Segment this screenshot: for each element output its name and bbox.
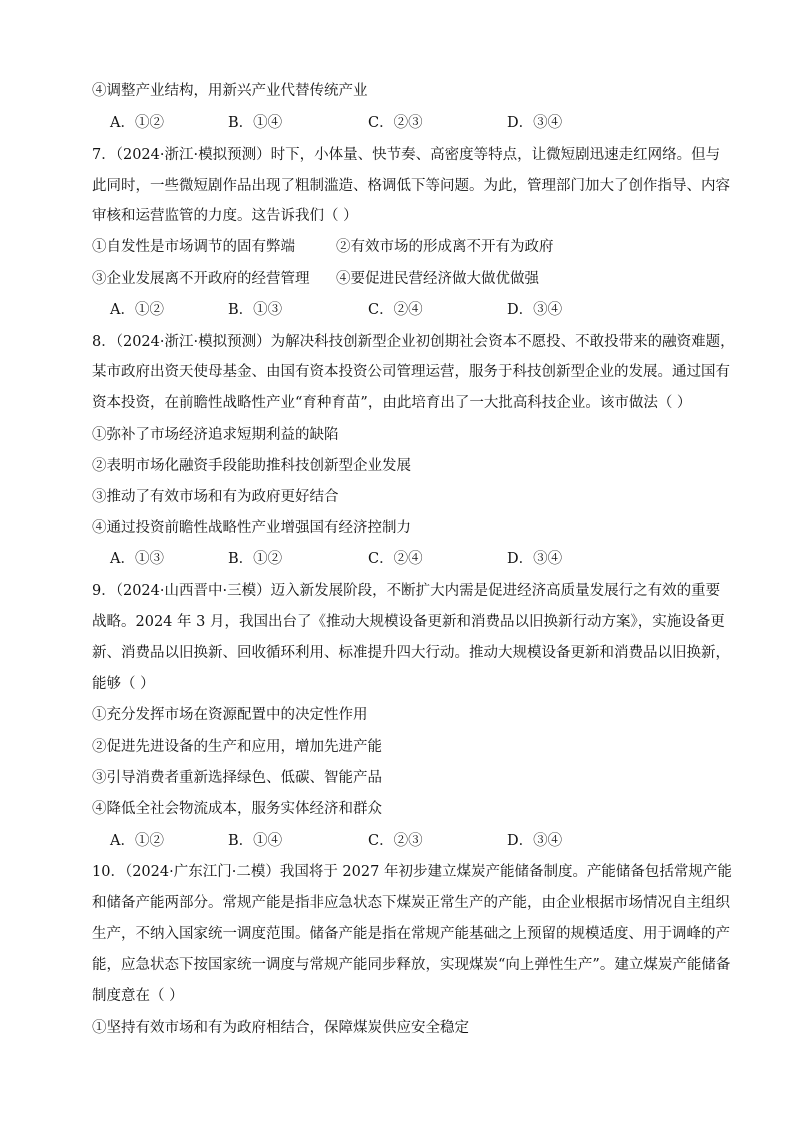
q7-choice-c: C．②④ xyxy=(368,302,423,318)
q8-choice-c: C．②④ xyxy=(368,551,423,567)
prev-choice-c: C．②③ xyxy=(368,115,423,131)
prev-choice-b: B．①④ xyxy=(228,115,283,131)
q10-option-1: ①坚持有效市场和有为政府相结合，保障煤炭供应安全稳定 xyxy=(92,1020,469,1036)
q9-choice-b: B．①④ xyxy=(228,833,283,849)
q7-option-4: ④要促进民营经济做大做优做强 xyxy=(336,271,539,287)
q7-stem-line-1: 7．（2024·浙江·模拟预测）时下，小体量、快节奏、高密度等特点，让微短剧迅速走红网络。但与 xyxy=(92,147,721,163)
q9-stem-line-2: 战略。2024 年 3 月，我国出台了《推动大规模设备更新和消费品以旧换新行动方案》，实施设备更 xyxy=(92,614,725,630)
q10-stem-line-4: 能，应急状态下按国家统一调度与常规产能同步释放，实现煤炭“向上弹性生产”。建立煤炭产能储备 xyxy=(92,957,731,973)
q9-option-1: ①充分发挥市场在资源配置中的决定性作用 xyxy=(92,707,368,723)
q9-stem-line-1: 9．（2024·山西晋中·三模）迈入新发展阶段，不断扩大内需是促进经济高质量发展行之有效的重要 xyxy=(92,583,721,599)
q9-stem-line-3: 新、消费品以旧换新、回收循环利用、标准提升四大行动。推动大规模设备更新和消费品以旧换新， xyxy=(92,645,730,661)
q9-option-3: ③引导消费者重新选择绿色、低碳、智能产品 xyxy=(92,770,382,786)
q8-option-1: ①弥补了市场经济追求短期利益的缺陷 xyxy=(92,427,339,443)
q7-option-3: ③企业发展离不开政府的经营管理 xyxy=(92,271,310,287)
q8-stem-line-2: 某市政府出资天使母基金、由国有资本投资公司管理运营，服务于科技创新型企业的发展。通过国有 xyxy=(92,364,730,380)
prev-choice-a: A．①② xyxy=(110,115,164,131)
q8-option-4: ④通过投资前瞻性战略性产业增强国有经济控制力 xyxy=(92,520,411,536)
q10-stem-line-3: 生产，不纳入国家统一调度范围。储备产能是指在常规产能基础之上预留的规模适度、用于调峰的产 xyxy=(92,926,730,942)
q8-option-2: ②表明市场化融资手段能助推科技创新型企业发展 xyxy=(92,458,411,474)
prev-choice-d: D．③④ xyxy=(507,115,563,131)
q7-option-1: ①自发性是市场调节的固有弊端 xyxy=(92,239,295,255)
q10-stem-line-1: 10．（2024·广东江门·二模）我国将于 2027 年初步建立煤炭产能储备制度。产能储备包括常规产能 xyxy=(92,864,732,880)
q7-option-2: ②有效市场的形成离不开有为政府 xyxy=(336,239,554,255)
prev-option-4: ④调整产业结构，用新兴产业代替传统产业 xyxy=(92,83,368,99)
q8-stem-line-3: 资本投资，在前瞻性战略性产业“育种育苗”，由此培育出了一大批高科技企业。该市做法（ ） xyxy=(92,395,692,411)
q8-stem-line-1: 8．（2024·浙江·模拟预测）为解决科技创新型企业初创期社会资本不愿投、不敢投带来的融资难题， xyxy=(92,334,735,350)
q10-stem-line-2: 和储备产能两部分。常规产能是指非应急状态下煤炭正常生产的产能，由企业根据市场情况自主组织 xyxy=(92,895,730,911)
q9-option-4: ④降低全社会物流成本，服务实体经济和群众 xyxy=(92,801,382,817)
q9-option-2: ②促进先进设备的生产和应用，增加先进产能 xyxy=(92,739,382,755)
q9-choice-c: C．②③ xyxy=(368,833,423,849)
q7-choice-d: D．③④ xyxy=(507,302,563,318)
q8-choice-a: A．①③ xyxy=(110,551,164,567)
q9-choice-d: D．③④ xyxy=(507,833,563,849)
q10-stem-line-5: 制度意在（ ） xyxy=(92,988,184,1004)
q7-choice-a: A．①② xyxy=(110,302,164,318)
q7-stem-line-3: 审核和运营监管的力度。这告诉我们（ ） xyxy=(92,208,358,224)
q8-choice-d: D．③④ xyxy=(507,551,563,567)
q9-choice-a: A．①② xyxy=(110,833,164,849)
q7-choice-b: B．①③ xyxy=(228,302,283,318)
q8-choice-b: B．①② xyxy=(228,551,283,567)
q7-stem-line-2: 此同时，一些微短剧作品出现了粗制滥造、格调低下等问题。为此，管理部门加大了创作指导、内容 xyxy=(92,178,730,194)
q8-option-3: ③推动了有效市场和有为政府更好结合 xyxy=(92,489,339,505)
q9-stem-line-4: 能够（ ） xyxy=(92,676,155,692)
